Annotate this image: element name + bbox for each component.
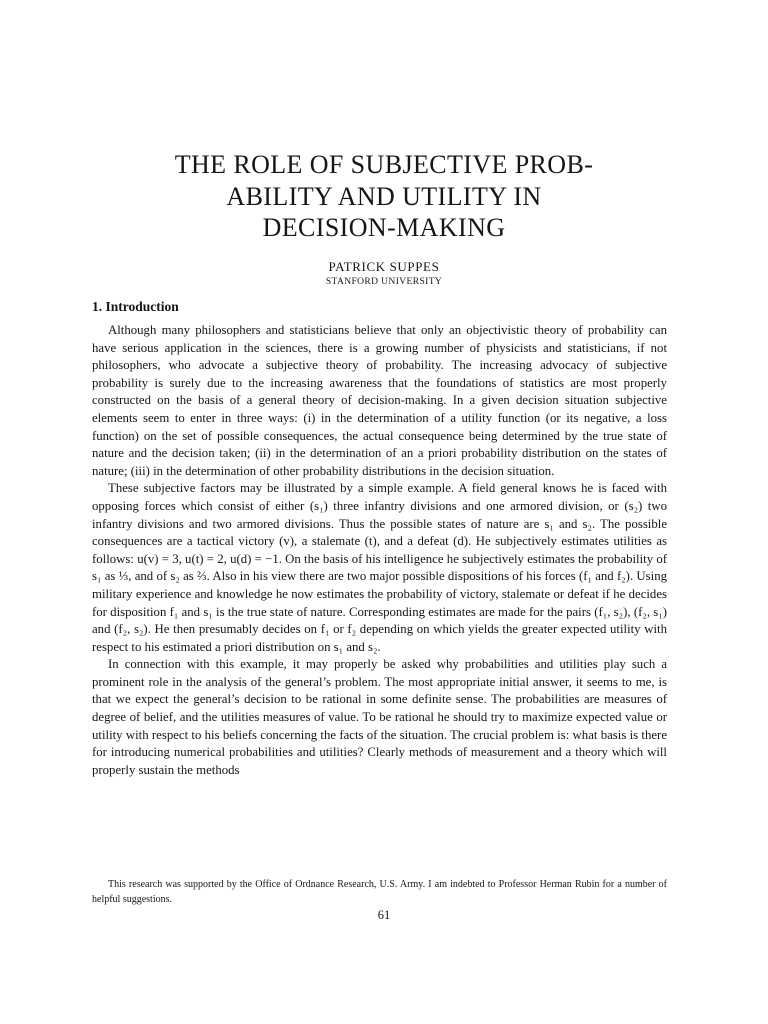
title-line: DECISION-MAKING	[262, 213, 506, 242]
section-heading: 1. Introduction	[92, 299, 179, 314]
author-affiliation: STANFORD UNIVERSITY	[325, 277, 443, 287]
page-number: 61	[377, 908, 391, 922]
title-line: ABILITY AND UTILITY IN	[226, 181, 542, 211]
paragraph: Although many philosophers and statisticians believe that only an objectivistic theory of probability can have serious application in the sciences, there is a growing number of physicists and statisticians, if not philosophers, who advocate a subjective theory of probability. The increasing advocacy of subjective probability is surely due to the increasing awareness that the foundations of statistics are most properly constructed on the basis of a general theory of decision-making. In a given decision situation subjective elements seem to enter in three ways: (i) in the determination of a utility function (or its negative, a loss function) on the set of possible consequences, the actual consequence being determined by the true state of nature and the decision taken; (ii) in the determination of an a priori probability distribution on the states of nature; (iii) in the determination of other probability distributions in the decision situation.	[92, 323, 667, 478]
paragraph: In connection with this example, it may properly be asked why probabilities and utilities play such a prominent role in the analysis of the general’s problem. The most appropriate initial answer, it seems to me, is that we expect the general’s decision to be rational in some definite sense. The probabilities are measures of degree of belief, and the utilities measures of value. To be rational he should try to maximize expected value or utility with respect to his beliefs concerning the facts of the situation. The crucial problem is: what basis is there for introducing numerical probabilities and utilities? Clearly methods of measurement and a theory which will properly sustain the methods	[92, 657, 667, 777]
article-title	[60, 149, 708, 244]
body-text	[92, 322, 667, 779]
paragraph: These subjective factors may be illustrated by a simple example. A field general knows he is faced with opposing forces which consist of either (s₁) three infantry divisions and one armored division, or (s₂) two infantry divisions and two armored divisions. Thus the possible states of nature are s₁ and s₂. The possible consequences are a tactical victory (v), a stalemate (t), and a defeat (d). He subjectively estimates utilities as follows: u(v) = 3, u(t) = 2, u(d) = −1. On the basis of his intelligence he subjectively estimates the probability of s₁ as ⅓, and of s₂ as ⅔. Also in his view there are two major possible dispositions of his forces (f₁ and f₂). Using military experience and knowledge he now estimates the probability of victory, stalemate or defeat if he decides for disposition f₁ and s₁ is the true state of nature. Corresponding estimates are made for the pairs (f₁, s₂), (f₂, s₁) and (f₂, s₂). He then presumably decides on f₁ or f₂ depending on which yields the greater expected utility with respect to his estimated a priori distribution on s₁ and s₂.	[92, 481, 667, 654]
footnote: This research was supported by the Office of Ordnance Research, U.S. Army. I am indebted to Professor Herman Rubin for a number of helpful suggestions.	[92, 879, 667, 905]
author-name: PATRICK SUPPES	[328, 259, 440, 274]
title-line: THE ROLE OF SUBJECTIVE PROB-	[174, 150, 594, 179]
